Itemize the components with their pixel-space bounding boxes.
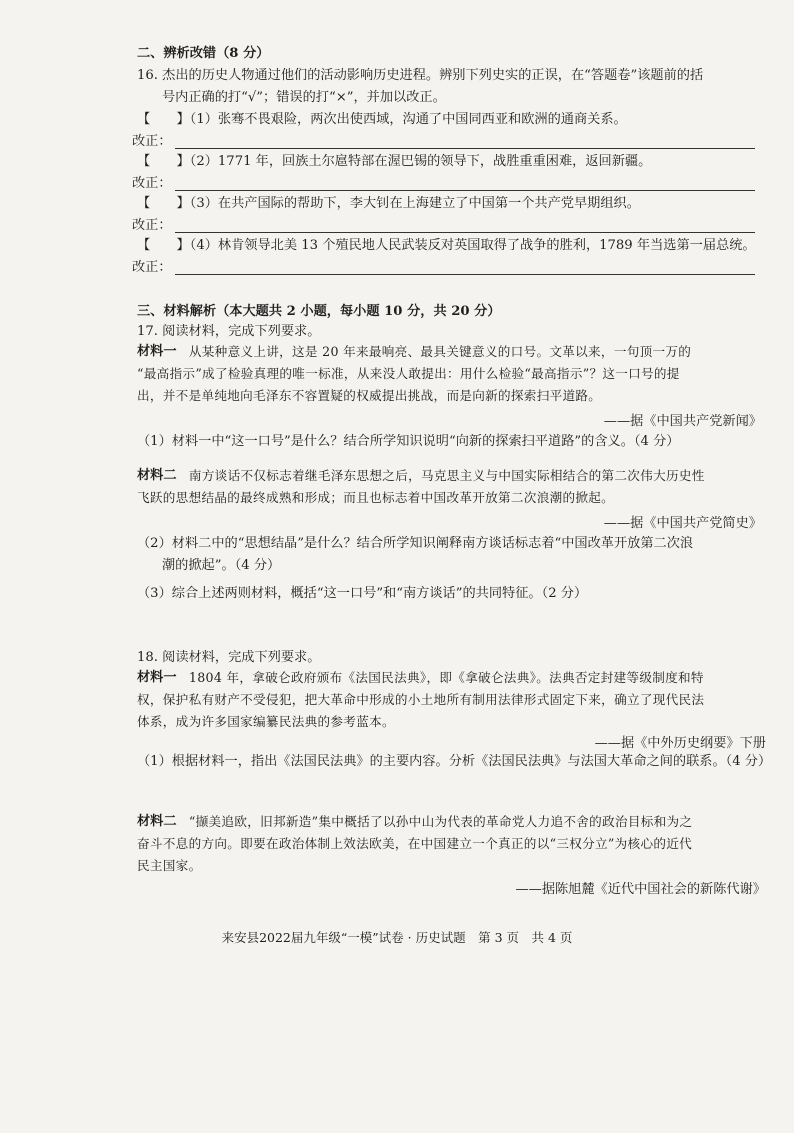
material-text: 民主国家。 — [137, 858, 202, 873]
section-heading: 二、辨析改错（8 分） — [137, 46, 270, 61]
material-text: 1804 年，拿破仑政府颁布《法国民法典》，即《拿破仑法典》。法典否定封建等级制度和特 — [176, 670, 704, 685]
material-text: 体系，成为许多国家编纂民法典的参考蓝本。 — [137, 714, 395, 729]
question-intro: 17. 阅读材料，完成下列要求。 — [137, 324, 321, 339]
material-text: 权，保护私有财产不受侵犯，把大革命中形成的小土地所有制用法律形式固定下来，确立了现代民法 — [137, 692, 705, 707]
material-text: “最高指示”成了检验真理的唯一标准，从来没人敢提出：用什么检验“最高指示”？这一口号的提 — [137, 366, 680, 381]
section-heading: 三、材料解析（本大题共 2 小题，每小题 10 分，共 20 分） — [137, 304, 501, 319]
material-source: ——据《中国共产党新闻》 — [603, 414, 762, 429]
correction-label: 改正： — [132, 218, 172, 233]
correction-label: 改正： — [132, 176, 172, 191]
question-stem: 16. 杰出的历史人物通过他们的活动影响历史进程。辨别下列史实的正误，在“答题卷”该题前的括 — [137, 68, 704, 83]
sub-question: （2）材料二中的“思想结晶”是什么？结合所学知识阐释南方谈话标志着“中国改革开放第二次浪 — [137, 536, 694, 551]
material-label: 材料二 — [137, 814, 177, 829]
sub-question: （1）根据材料一，指出《法国民法典》的主要内容。分析《法国民法典》与法国大革命之间的联系。（4 分） — [137, 754, 772, 769]
material-source: ——据《中国共产党简史》 — [603, 516, 762, 531]
sub-question: 潮的掀起”。（4 分） — [162, 558, 281, 573]
correction-label: 改正： — [132, 134, 172, 149]
material-text: 奋斗不息的方向。即要在政治体制上效法欧美，在中国建立一个真正的以“三权分立”为核心的近代 — [137, 836, 693, 851]
material-source: ——据陈旭麓《近代中国社会的新陈代谢》 — [515, 882, 766, 897]
question-stem: 号内正确的打“√”；错误的打“×”，并加以改正。 — [162, 90, 446, 105]
material-label: 材料一 — [137, 344, 177, 359]
material-text: 飞跃的思想结晶的最终成熟和形成；而且也标志着中国改革开放第二次浪潮的掀起。 — [137, 490, 615, 505]
material-source: ——据《中外历史纲要》下册 — [594, 736, 766, 751]
question-intro: 18. 阅读材料，完成下列要求。 — [137, 650, 321, 665]
correction-line — [175, 190, 755, 191]
correction-line — [175, 148, 755, 149]
material-label: 材料二 — [137, 468, 177, 483]
material-text: 南方谈话不仅标志着继毛泽东思想之后，马克思主义与中国实际相结合的第二次伟大历史性 — [176, 468, 705, 483]
material-text: 从某种意义上讲，这是 20 年来最响亮、最具关键意义的口号。文革以来，一句顶一万的 — [176, 344, 692, 359]
true-false-item: 【 】（3）在共产国际的帮助下，李大钊在上海建立了中国第一个共产党早期组织。 — [137, 196, 640, 211]
true-false-item: 【 】（4）林肯领导北美 13 个殖民地人民武装反对英国取得了战争的胜利，1789 年当选第一届总统。 — [137, 238, 756, 253]
page-footer: 来安县2022届九年级“一模”试卷 · 历史试题 第 3 页 共 4 页 — [221, 930, 573, 945]
true-false-item: 【 】（1）张骞不畏艰险，两次出使西域，沟通了中国同西亚和欧洲的通商关系。 — [137, 112, 627, 127]
sub-question: （3）综合上述两则材料，概括“这一口号”和“南方谈话”的共同特征。（2 分） — [137, 586, 588, 601]
correction-line — [175, 274, 755, 275]
true-false-item: 【 】（2）1771 年，回族土尔扈特部在渥巴锡的领导下，战胜重重困难，返回新疆。 — [137, 154, 652, 169]
sub-question: （1）材料一中“这一口号”是什么？结合所学知识说明“向新的探索扫平道路”的含义。（4 分） — [137, 434, 680, 449]
material-label: 材料一 — [137, 670, 177, 685]
material-text: “撷美追欧，旧邦新造”集中概括了以孙中山为代表的革命党人力追不舍的政治目标和为之 — [176, 814, 693, 829]
correction-line — [175, 232, 755, 233]
material-text: 出，并不是单纯地向毛泽东不容置疑的权威提出挑战，而是向新的探索扫平道路。 — [137, 388, 602, 403]
correction-label: 改正： — [132, 260, 172, 275]
